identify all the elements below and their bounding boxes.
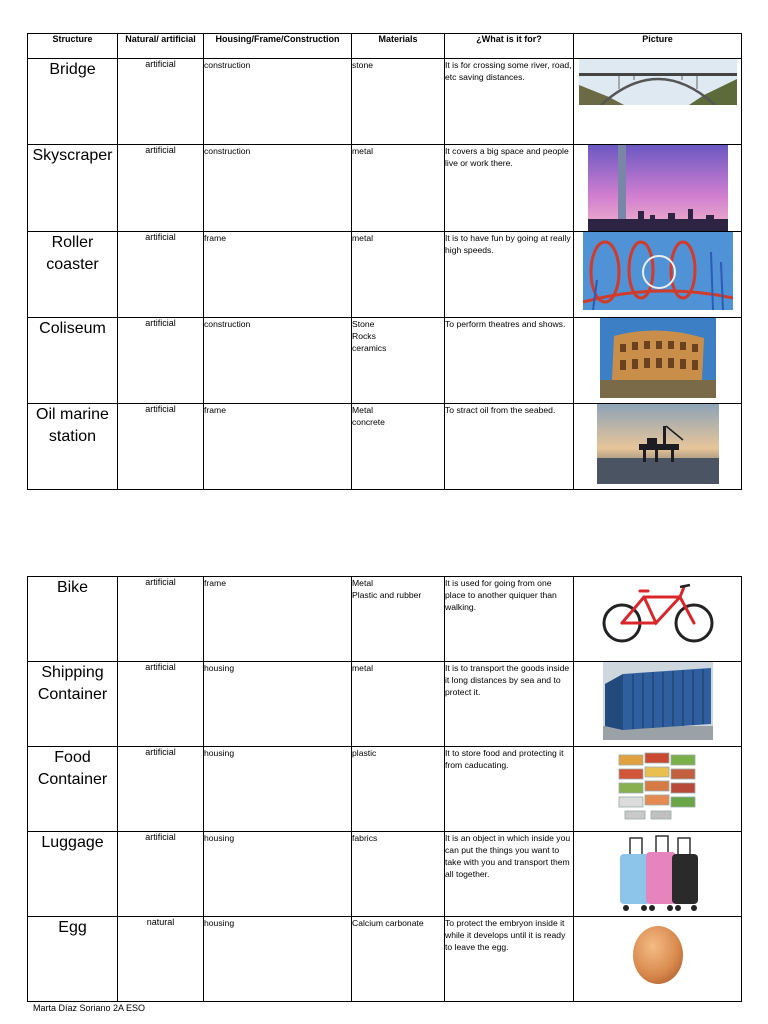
purpose-value: To protect the embryon inside it while it develops until it is ready to leave the egg. [445,917,574,1002]
header-purpose: ¿What is it for? [445,34,574,59]
purpose-value: It is to have fun by going at really high speeds. [445,232,574,318]
picture-cell [574,917,742,1002]
purpose-value: It is to transport the goods inside it long distances by sea and to protect it. [445,662,574,747]
materials-value: Metal concrete [352,404,445,490]
egg-photo-icon [623,917,693,987]
natural-value: artificial [118,318,204,404]
header-structure: Structure [28,34,118,59]
picture-cell [574,832,742,917]
natural-value: natural [118,917,204,1002]
structure-name: Bike [28,577,118,662]
natural-value: artificial [118,145,204,232]
table-row [28,404,742,490]
purpose-value: It is an object in which inside you can put the things you want to take with you and transport them all together. [445,832,574,917]
natural-value: artificial [118,577,204,662]
structure-name: Bridge [28,59,118,145]
table-row [28,59,742,145]
picture-cell [574,747,742,832]
bike-photo-icon [596,577,720,647]
purpose-value: To perform theatres and shows. [445,318,574,404]
natural-value: artificial [118,404,204,490]
food-container-photo-icon [615,747,701,827]
materials-value: stone [352,59,445,145]
picture-cell [574,59,742,145]
table-row [28,577,742,662]
table-row [28,662,742,747]
materials-value: Calcium carbonate [352,917,445,1002]
table-row [28,145,742,232]
structure-name: Coliseum [28,318,118,404]
materials-value: metal [352,145,445,232]
housing-value: frame [204,404,352,490]
coliseum-photo-icon [600,318,716,398]
housing-value: frame [204,577,352,662]
housing-value: frame [204,232,352,318]
materials-value: fabrics [352,832,445,917]
header-picture: Picture [574,34,742,59]
structure-name: Shipping Container [28,662,118,747]
table-row [28,232,742,318]
structure-name: Egg [28,917,118,1002]
housing-value: construction [204,318,352,404]
purpose-value: To stract oil from the seabed. [445,404,574,490]
picture-cell [574,577,742,662]
table-header-row [28,34,742,59]
picture-cell [574,318,742,404]
housing-value: construction [204,59,352,145]
natural-value: artificial [118,832,204,917]
table-row [28,747,742,832]
picture-cell [574,145,742,232]
purpose-value: It is used for going from one place to another quiquer than walking. [445,577,574,662]
natural-value: artificial [118,662,204,747]
materials-value: metal [352,232,445,318]
structures-table-2 [27,576,742,1002]
housing-value: construction [204,145,352,232]
author-footer: Marta Díaz Soriano 2A ESO [33,1003,146,1013]
structure-name: Oil marine station [28,404,118,490]
table-row [28,832,742,917]
materials-value: plastic [352,747,445,832]
structures-table-1 [27,33,742,490]
header-materials: Materials [352,34,445,59]
header-housing: Housing/Frame/Construction [204,34,352,59]
luggage-photo-icon [616,832,700,914]
oil-platform-photo-icon [597,404,719,484]
natural-value: artificial [118,59,204,145]
structure-name: Luggage [28,832,118,917]
purpose-value: It to store food and protecting it from caducating. [445,747,574,832]
materials-value: Metal Plastic and rubber [352,577,445,662]
picture-cell [574,404,742,490]
housing-value: housing [204,662,352,747]
materials-value: Stone Rocks ceramics [352,318,445,404]
header-natural: Natural/ artificial [118,34,204,59]
purpose-value: It covers a big space and people live or work there. [445,145,574,232]
structure-name: Food Container [28,747,118,832]
materials-value: metal [352,662,445,747]
skyscraper-photo-icon [588,145,728,231]
natural-value: artificial [118,747,204,832]
roller-coaster-photo-icon [583,232,733,310]
housing-value: housing [204,747,352,832]
picture-cell [574,662,742,747]
natural-value: artificial [118,232,204,318]
table-row [28,917,742,1002]
housing-value: housing [204,832,352,917]
housing-value: housing [204,917,352,1002]
table-row [28,318,742,404]
shipping-container-photo-icon [603,662,713,740]
picture-cell [574,232,742,318]
structure-name: Roller coaster [28,232,118,318]
purpose-value: It is for crossing some river, road, etc saving distances. [445,59,574,145]
structure-name: Skyscraper [28,145,118,232]
bridge-photo-icon [579,59,737,105]
